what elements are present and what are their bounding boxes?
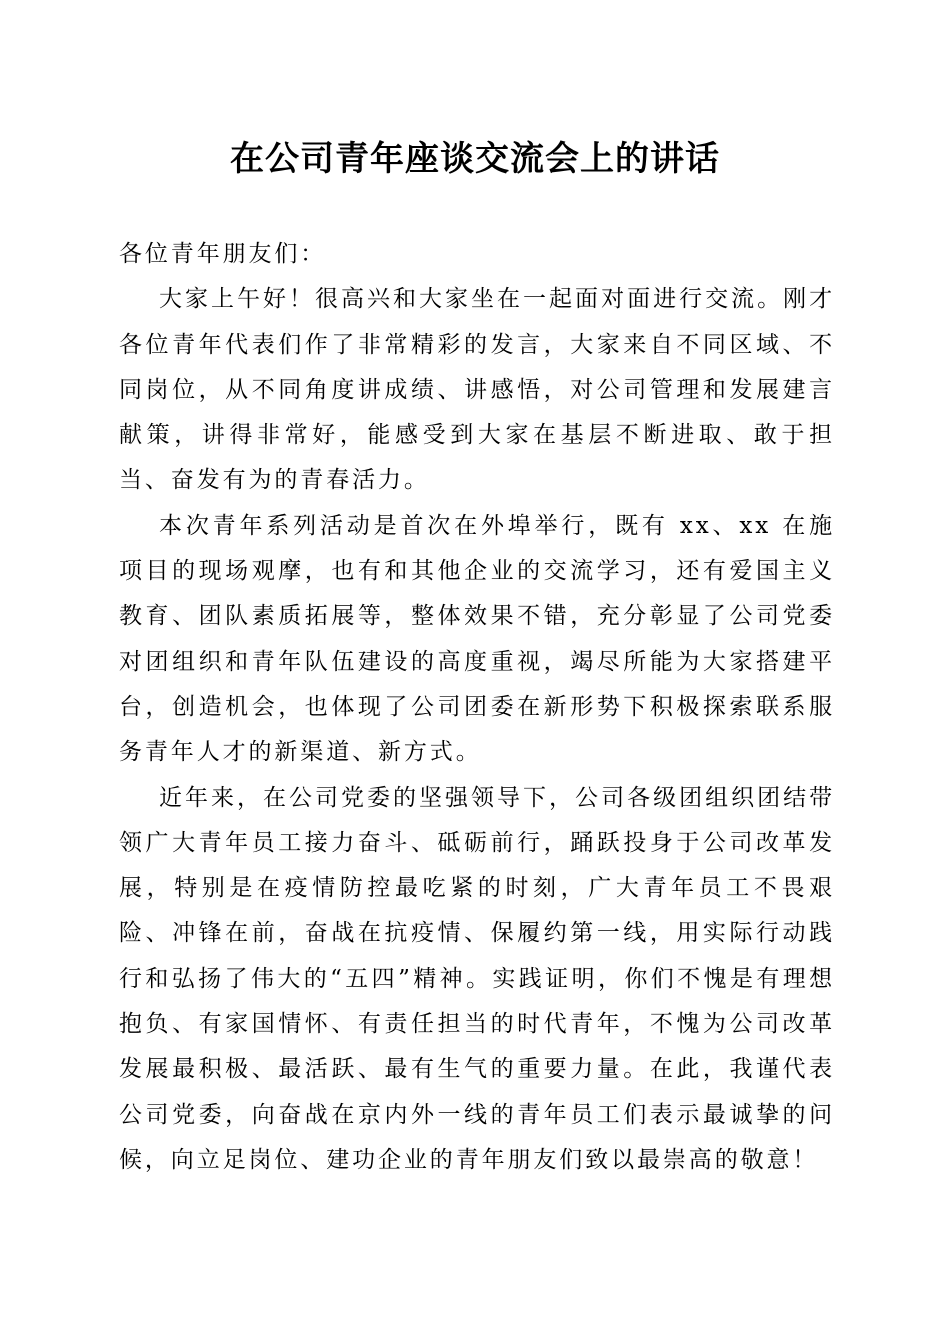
paragraph-1: 大家上午好！很高兴和大家坐在一起面对面进行交流。刚才各位青年代表们作了非常精彩的发言，大家来自不同区域、不同岗位，从不同角度讲成绩、讲感悟，对公司管理和发展建言献策，讲得非常好，能感受到大家在基层不断进取、敢于担当、奋发有为的青春活力。 bbox=[119, 286, 835, 494]
paragraph-3: 近年来，在公司党委的坚强领导下，公司各级团组织团结带领广大青年员工接力奋斗、砥砺前行，踊跃投身于公司改革发展，特别是在疫情防控最吃紧的时刻，广大青年员工不畏艰险、冲锋在前，奋战在抗疫情、保履约第一线，用实际行动践行和弘扬了伟大的“五四”精神。实践证明，你们不愧是有理想抱负、有家国情怀、有责任担当的时代青年，不愧为公司改革发展最积极、最活跃、最有生气的重要力量。在此，我谨代表公司党委，向奋战在京内外一线的青年员工们表示最诚挚的问候，向立足岗位、建功企业的青年朋友们致以最崇高的敬意！ bbox=[119, 784, 835, 1173]
salutation: 各位青年朋友们： bbox=[119, 241, 327, 267]
document-body bbox=[119, 232, 835, 1183]
document-title: 在公司青年座谈交流会上的讲话 bbox=[230, 139, 720, 179]
paragraph-2: 本次青年系列活动是首次在外埠举行，既有 xx、xx 在施项目的现场观摩，也有和其他企业的交流学习，还有爱国主义教育、团队素质拓展等，整体效果不错，充分彰显了公司党委对团组织和青年队伍建设的高度重视，竭尽所能为大家搭建平台，创造机会，也体现了公司团委在新形势下积极探索联系服务青年人才的新渠道、新方式。 bbox=[119, 512, 835, 766]
